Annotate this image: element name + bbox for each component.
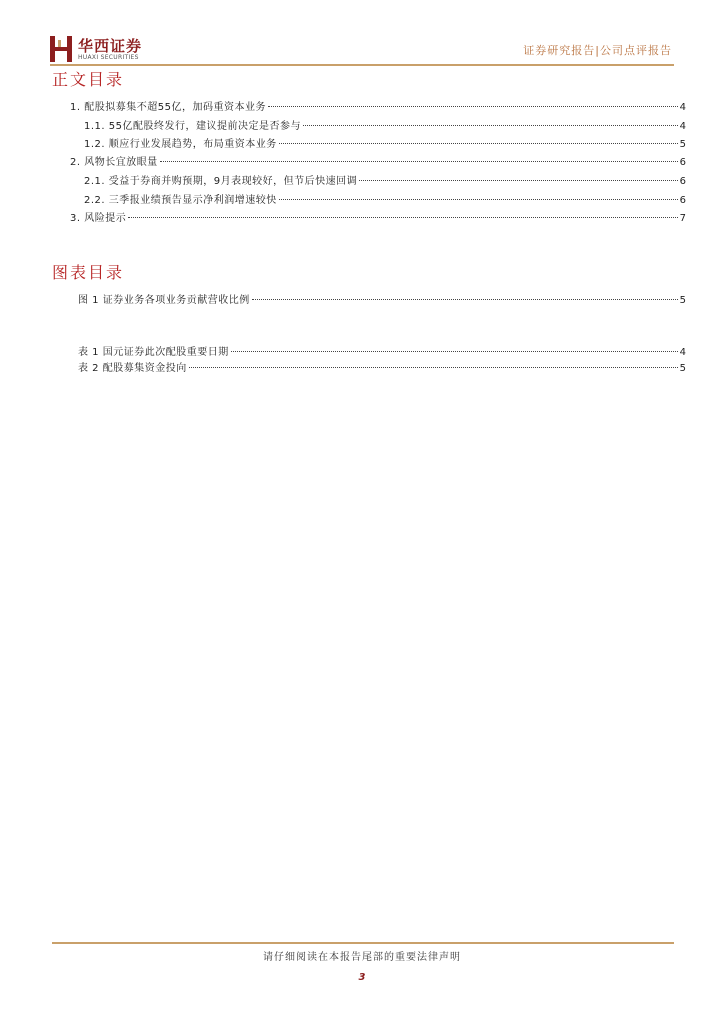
toc-item-page: 4 <box>679 102 686 113</box>
page-number: 3 <box>358 972 366 983</box>
toc-item[interactable] <box>70 98 686 112</box>
toc-item-page: 6 <box>679 176 686 187</box>
logo-text-en: HUAXI SECURITIES <box>78 54 139 61</box>
table-list-item[interactable] <box>78 343 686 357</box>
report-type-label: 证券研究报告|公司点评报告 <box>523 44 672 57</box>
footer-disclaimer: 请仔细阅读在本报告尾部的重要法律声明 <box>263 952 461 963</box>
toc-item-label: 3. 风险提示 <box>70 213 127 224</box>
table-item-label: 表 2 配股募集资金投向 <box>78 363 187 374</box>
toc-item-label: 1. 配股拟募集不超55亿，加码重资本业务 <box>70 102 266 113</box>
logo-text-cn: 华西证券 <box>78 37 143 55</box>
table-list-item[interactable] <box>78 359 686 373</box>
page-header <box>50 30 676 66</box>
footer-divider <box>52 942 674 944</box>
toc-leader-dots <box>303 125 678 126</box>
toc-item-label: 2. 风物长宜放眼量 <box>70 157 158 168</box>
toc-leader-dots <box>268 106 678 107</box>
toc-leader-dots <box>252 299 678 300</box>
toc-item-page: 5 <box>679 139 686 150</box>
logo-mark-icon <box>50 36 72 62</box>
toc-item[interactable] <box>84 135 686 149</box>
toc-leader-dots <box>160 161 678 162</box>
toc-leader-dots <box>189 367 678 368</box>
toc-item[interactable] <box>84 117 686 131</box>
toc-item[interactable] <box>70 209 686 223</box>
toc-item[interactable] <box>70 153 686 167</box>
toc-leader-dots <box>128 217 677 218</box>
toc-leader-dots <box>279 199 678 200</box>
table-item-label: 表 1 国元证券此次配股重要日期 <box>78 347 229 358</box>
figure-item-label: 图 1 证券业务各项业务贡献营收比例 <box>78 295 250 306</box>
table-item-page: 5 <box>679 363 686 374</box>
toc-title: 正文目录 <box>52 70 125 89</box>
toc-item-label: 2.2. 三季报业绩预告显示净利润增速较快 <box>84 195 277 206</box>
figure-list-title: 图表目录 <box>52 263 125 282</box>
company-logo <box>50 34 180 64</box>
toc-leader-dots <box>231 351 678 352</box>
toc-item-label: 2.1. 受益于券商并购预期，9月表现较好，但节后快速回调 <box>84 176 358 187</box>
toc-item-label: 1.1. 55亿配股终发行，建议提前决定是否参与 <box>84 121 301 132</box>
toc-item[interactable] <box>84 172 686 186</box>
toc-item[interactable] <box>84 191 686 205</box>
figure-list-item[interactable] <box>78 291 686 305</box>
toc-item-label: 1.2. 顺应行业发展趋势，布局重资本业务 <box>84 139 277 150</box>
toc-item-page: 7 <box>679 213 686 224</box>
figure-item-page: 5 <box>679 295 686 306</box>
table-item-page: 4 <box>679 347 686 358</box>
toc-leader-dots <box>359 180 678 181</box>
toc-leader-dots <box>279 143 678 144</box>
header-divider <box>50 64 674 66</box>
toc-item-page: 6 <box>679 195 686 206</box>
toc-item-page: 4 <box>679 121 686 132</box>
toc-item-page: 6 <box>679 157 686 168</box>
